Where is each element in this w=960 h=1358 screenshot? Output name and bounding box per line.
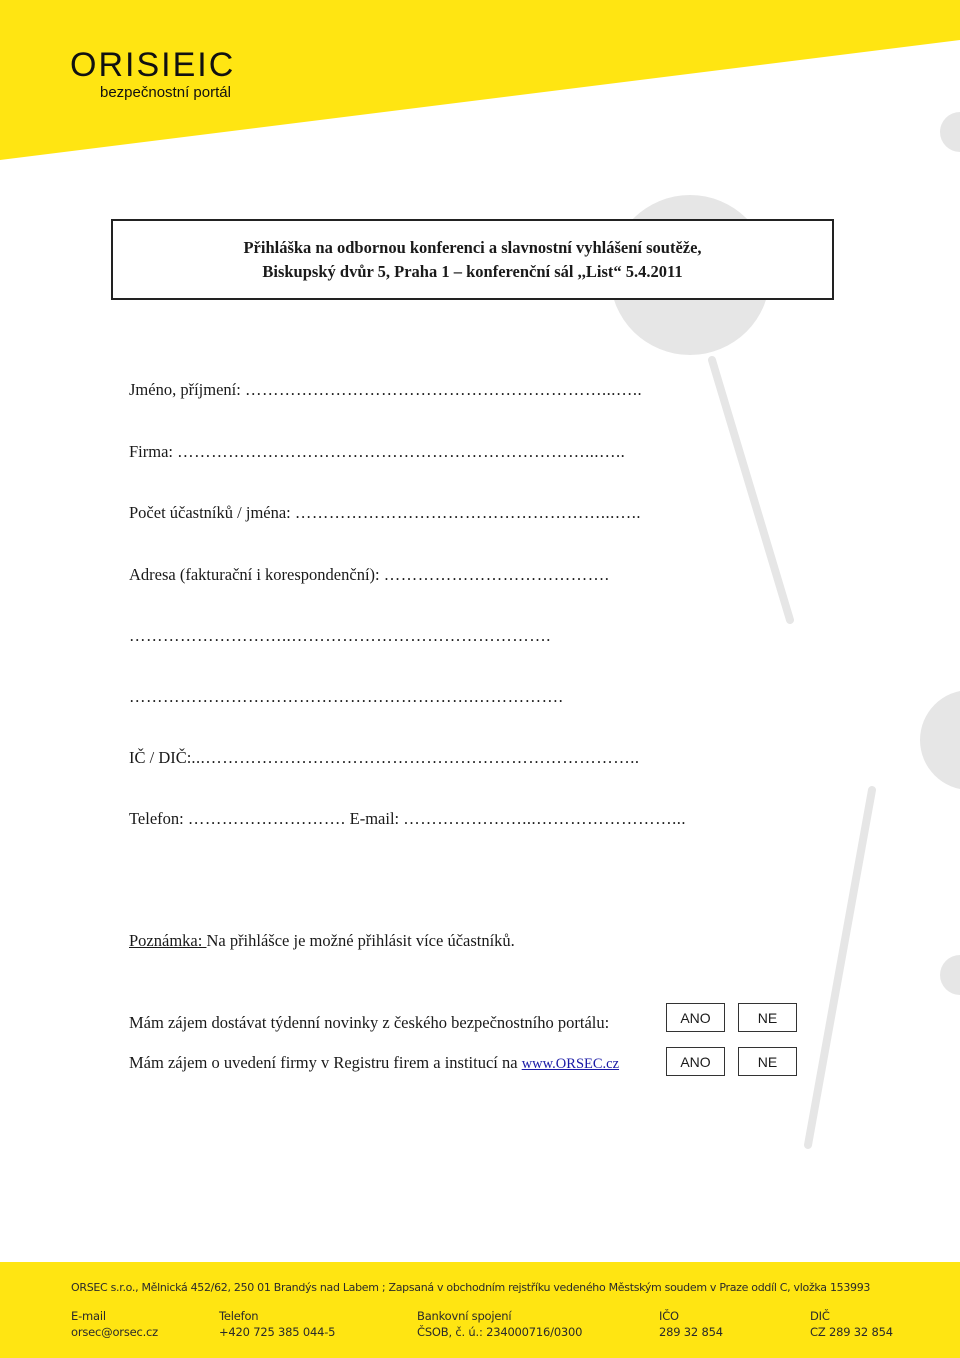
footer-email-label: E-mail (71, 1309, 106, 1323)
footer (0, 1262, 960, 1358)
footer-dic (810, 1308, 893, 1340)
footer-bank (417, 1308, 582, 1340)
participants-label: Počet účastníků / jména: (129, 503, 291, 522)
registry-yes-box[interactable]: ANO (666, 1047, 725, 1076)
title-line-1: Přihláška na odbornou konferenci a slavnostní vyhlášení soutěže, (243, 237, 702, 257)
ic-dic-dots: ...………………………………………………………………….. (191, 748, 640, 767)
participants-dots: ………………………………………………...….. (294, 503, 642, 522)
contact-field[interactable] (129, 809, 686, 829)
address-dots-2: ………………………..………………………………………. (129, 626, 551, 645)
company-dots: ………………………………………………………………...….. (177, 442, 626, 461)
footer-bank-value: ČSOB, č. ú.: 234000716/0300 (417, 1325, 583, 1339)
footer-dic-label: DIČ (810, 1309, 830, 1323)
orsec-logo (70, 48, 260, 108)
address-dots-1: …………………………………. (383, 565, 610, 584)
address-line-3[interactable] (129, 687, 563, 707)
company-field[interactable] (129, 442, 625, 462)
logo-subtitle: bezpečnostní portál (100, 84, 231, 101)
registry-no-box[interactable]: NE (738, 1047, 797, 1076)
address-line-2[interactable] (129, 626, 551, 646)
footer-email-value[interactable]: orsec@orsec.cz (71, 1325, 159, 1339)
footer-phone-label: Telefon (219, 1309, 259, 1323)
footer-phone (219, 1308, 335, 1340)
footer-email (71, 1308, 158, 1340)
registry-question (129, 1053, 619, 1073)
address-label: Adresa (fakturační i korespondenční): (129, 565, 380, 584)
footer-phone-value: +420 725 385 044-5 (219, 1325, 336, 1339)
footer-ico-value: 289 32 854 (659, 1325, 723, 1339)
footer-dic-value: CZ 289 32 854 (810, 1325, 893, 1339)
footer-bank-label: Bankovní spojení (417, 1309, 512, 1323)
phone-dots: ………………………. (187, 809, 346, 828)
email-label: E-mail: (349, 809, 400, 828)
address-field[interactable] (129, 565, 609, 585)
note (129, 931, 515, 951)
note-label: Poznámka: (129, 931, 207, 950)
company-label: Firma: (129, 442, 173, 461)
name-dots: ………………………………………………………...….. (244, 380, 643, 399)
email-dots: …………………...……………………... (403, 809, 686, 828)
phone-label: Telefon: (129, 809, 184, 828)
name-label: Jméno, příjmení: (129, 380, 241, 399)
footer-company-line: ORSEC s.r.o., Mělnická 452/62, 250 01 Brandýs nad Labem ; Zapsaná v obchodním rejstříku vedeného Městským soudem v Praze oddíl C, vložka 153993 (71, 1281, 871, 1294)
footer-ico (659, 1308, 723, 1340)
ic-dic-label: IČ / DIČ: (129, 748, 192, 767)
logo-wordmark: ORISIEIC (70, 46, 236, 84)
ic-dic-field[interactable] (129, 748, 639, 768)
name-field[interactable] (129, 380, 642, 400)
note-text: Na přihlášce je možné přihlásit více účastníků. (206, 931, 515, 950)
participants-field[interactable] (129, 503, 641, 523)
newsletter-no-box[interactable]: NE (738, 1003, 797, 1032)
newsletter-yes-box[interactable]: ANO (666, 1003, 725, 1032)
form-title-box (111, 219, 834, 300)
orsec-link[interactable]: www.ORSEC.cz (521, 1056, 620, 1072)
footer-ico-label: IČO (659, 1309, 679, 1323)
title-line-2: Biskupský dvůr 5, Praha 1 – konferenční sál ,,List“ 5.4.2011 (262, 261, 683, 281)
address-dots-3: …………………………………………………….……………. (129, 687, 564, 706)
newsletter-question: Mám zájem dostávat týdenní novinky z českého bezpečnostního portálu: (129, 1013, 610, 1032)
registry-text: Mám zájem o uvedení firmy v Registru firem a institucí na (129, 1053, 522, 1072)
